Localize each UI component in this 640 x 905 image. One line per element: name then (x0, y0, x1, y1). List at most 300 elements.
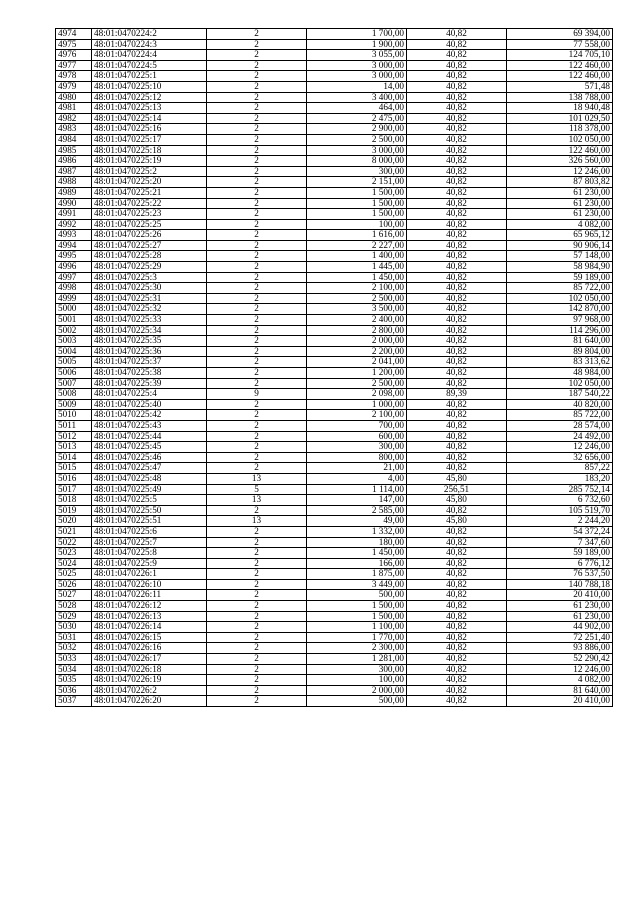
category-cell: 2 (207, 209, 307, 220)
rate-cell: 40,82 (407, 696, 507, 707)
cadastral-value-cell: 28 574,00 (507, 420, 613, 431)
cadastral-value-cell: 114 296,00 (507, 325, 613, 336)
rate-cell: 40,82 (407, 654, 507, 665)
table-row (56, 420, 613, 431)
area-cell: 1 500,00 (307, 198, 407, 209)
cadastral-number-cell: 48:01:0470225:19 (92, 156, 207, 167)
rate-cell: 40,82 (407, 601, 507, 612)
area-cell: 1 200,00 (307, 368, 407, 379)
rate-cell: 40,82 (407, 346, 507, 357)
table-body (56, 29, 613, 707)
cadastral-value-cell: 93 886,00 (507, 643, 613, 654)
cadastral-value-cell: 140 788,18 (507, 579, 613, 590)
category-cell: 13 (207, 495, 307, 506)
cadastral-number-cell: 48:01:0470226:15 (92, 632, 207, 643)
area-cell: 2 800,00 (307, 325, 407, 336)
category-cell: 2 (207, 346, 307, 357)
category-cell: 2 (207, 336, 307, 347)
table-row (56, 262, 613, 273)
area-cell: 1 000,00 (307, 399, 407, 410)
row-number-cell: 4976 (56, 50, 92, 61)
rate-cell: 89,39 (407, 389, 507, 400)
cadastral-value-cell: 7 347,60 (507, 537, 613, 548)
row-number-cell: 5031 (56, 632, 92, 643)
cadastral-value-cell: 32 656,00 (507, 452, 613, 463)
cadastral-value-cell: 326 560,00 (507, 156, 613, 167)
cadastral-number-cell: 48:01:0470225:28 (92, 251, 207, 262)
area-cell: 8 000,00 (307, 156, 407, 167)
category-cell: 2 (207, 71, 307, 82)
category-cell: 2 (207, 50, 307, 61)
row-number-cell: 5018 (56, 495, 92, 506)
cadastral-value-cell: 187 540,22 (507, 389, 613, 400)
table-row (56, 654, 613, 665)
area-cell: 2 400,00 (307, 315, 407, 326)
category-cell: 2 (207, 537, 307, 548)
row-number-cell: 4985 (56, 145, 92, 156)
cadastral-number-cell: 48:01:0470224:5 (92, 60, 207, 71)
area-cell: 1 500,00 (307, 601, 407, 612)
row-number-cell: 5023 (56, 548, 92, 559)
row-number-cell: 4977 (56, 60, 92, 71)
table-row (56, 389, 613, 400)
area-cell: 800,00 (307, 452, 407, 463)
rate-cell: 40,82 (407, 293, 507, 304)
area-cell: 1 616,00 (307, 230, 407, 241)
category-cell: 2 (207, 262, 307, 273)
cadastral-value-cell: 2 244,20 (507, 516, 613, 527)
cadastral-value-cell: 571,48 (507, 81, 613, 92)
rate-cell: 40,82 (407, 336, 507, 347)
category-cell: 2 (207, 219, 307, 230)
category-cell: 2 (207, 431, 307, 442)
rate-cell: 40,82 (407, 526, 507, 537)
table-row (56, 410, 613, 421)
table-row (56, 643, 613, 654)
cadastral-value-cell: 122 460,00 (507, 60, 613, 71)
cadastral-number-cell: 48:01:0470225:32 (92, 304, 207, 315)
cadastral-value-cell: 12 246,00 (507, 166, 613, 177)
cadastral-number-cell: 48:01:0470225:8 (92, 548, 207, 559)
area-cell: 1 100,00 (307, 622, 407, 633)
category-cell: 13 (207, 473, 307, 484)
cadastral-value-cell: 124 705,10 (507, 50, 613, 61)
cadastral-number-cell: 48:01:0470225:2 (92, 166, 207, 177)
rate-cell: 40,82 (407, 442, 507, 453)
table-row (56, 71, 613, 82)
rate-cell: 40,82 (407, 219, 507, 230)
area-cell: 600,00 (307, 431, 407, 442)
category-cell: 2 (207, 590, 307, 601)
row-number-cell: 5002 (56, 325, 92, 336)
row-number-cell: 5015 (56, 463, 92, 474)
rate-cell: 40,82 (407, 505, 507, 516)
category-cell: 2 (207, 611, 307, 622)
area-cell: 100,00 (307, 675, 407, 686)
area-cell: 2 227,00 (307, 240, 407, 251)
cadastral-number-cell: 48:01:0470225:16 (92, 124, 207, 135)
area-cell: 21,00 (307, 463, 407, 474)
row-number-cell: 4979 (56, 81, 92, 92)
cadastral-value-cell: 85 722,00 (507, 283, 613, 294)
cadastral-number-cell: 48:01:0470225:18 (92, 145, 207, 156)
cadastral-value-cell: 24 492,00 (507, 431, 613, 442)
category-cell: 2 (207, 399, 307, 410)
cadastral-number-cell: 48:01:0470225:9 (92, 558, 207, 569)
row-number-cell: 4992 (56, 219, 92, 230)
cadastral-value-cell: 105 519,70 (507, 505, 613, 516)
area-cell: 1 500,00 (307, 209, 407, 220)
row-number-cell: 4995 (56, 251, 92, 262)
rate-cell: 45,80 (407, 495, 507, 506)
cadastral-value-cell: 54 372,24 (507, 526, 613, 537)
category-cell: 2 (207, 113, 307, 124)
cadastral-value-cell: 48 984,00 (507, 368, 613, 379)
category-cell: 2 (207, 442, 307, 453)
rate-cell: 40,82 (407, 156, 507, 167)
row-number-cell: 4990 (56, 198, 92, 209)
row-number-cell: 5025 (56, 569, 92, 580)
cadastral-number-cell: 48:01:0470225:50 (92, 505, 207, 516)
table-row (56, 505, 613, 516)
cadastral-number-cell: 48:01:0470226:14 (92, 622, 207, 633)
area-cell: 300,00 (307, 664, 407, 675)
cadastral-number-cell: 48:01:0470225:40 (92, 399, 207, 410)
table-row (56, 378, 613, 389)
row-number-cell: 5037 (56, 696, 92, 707)
rate-cell: 40,82 (407, 283, 507, 294)
cadastral-number-cell: 48:01:0470225:10 (92, 81, 207, 92)
cadastral-value-cell: 61 230,00 (507, 198, 613, 209)
cadastral-number-cell: 48:01:0470226:13 (92, 611, 207, 622)
category-cell: 2 (207, 251, 307, 262)
area-cell: 1 450,00 (307, 272, 407, 283)
area-cell: 1 500,00 (307, 187, 407, 198)
row-number-cell: 5001 (56, 315, 92, 326)
rate-cell: 40,82 (407, 643, 507, 654)
cadastral-value-cell: 61 230,00 (507, 601, 613, 612)
category-cell: 2 (207, 145, 307, 156)
row-number-cell: 5026 (56, 579, 92, 590)
category-cell: 2 (207, 29, 307, 40)
document-page (55, 28, 612, 707)
area-cell: 2 500,00 (307, 378, 407, 389)
category-cell: 9 (207, 389, 307, 400)
table-row (56, 399, 613, 410)
row-number-cell: 4999 (56, 293, 92, 304)
category-cell: 2 (207, 569, 307, 580)
row-number-cell: 4994 (56, 240, 92, 251)
table-row (56, 526, 613, 537)
table-row (56, 579, 613, 590)
area-cell: 3 449,00 (307, 579, 407, 590)
area-cell: 3 500,00 (307, 304, 407, 315)
row-number-cell: 5013 (56, 442, 92, 453)
cadastral-value-cell: 76 537,50 (507, 569, 613, 580)
row-number-cell: 4980 (56, 92, 92, 103)
rate-cell: 40,82 (407, 569, 507, 580)
cadastral-number-cell: 48:01:0470225:39 (92, 378, 207, 389)
cadastral-value-cell: 61 230,00 (507, 209, 613, 220)
cadastral-number-cell: 48:01:0470224:3 (92, 39, 207, 50)
row-number-cell: 4983 (56, 124, 92, 135)
cadastral-value-cell: 87 803,82 (507, 177, 613, 188)
cadastral-number-cell: 48:01:0470225:5 (92, 495, 207, 506)
cadastral-value-cell: 59 189,00 (507, 548, 613, 559)
row-number-cell: 5028 (56, 601, 92, 612)
category-cell: 2 (207, 643, 307, 654)
category-cell: 2 (207, 187, 307, 198)
area-cell: 1 114,00 (307, 484, 407, 495)
table-row (56, 516, 613, 527)
cadastral-number-cell: 48:01:0470226:10 (92, 579, 207, 590)
cadastral-number-cell: 48:01:0470226:2 (92, 685, 207, 696)
table-row (56, 346, 613, 357)
row-number-cell: 5003 (56, 336, 92, 347)
table-row (56, 230, 613, 241)
cadastral-number-cell: 48:01:0470226:1 (92, 569, 207, 580)
row-number-cell: 5016 (56, 473, 92, 484)
area-cell: 2 300,00 (307, 643, 407, 654)
rate-cell: 45,80 (407, 516, 507, 527)
row-number-cell: 5029 (56, 611, 92, 622)
cadastral-value-cell: 12 246,00 (507, 442, 613, 453)
category-cell: 2 (207, 632, 307, 643)
area-cell: 1 900,00 (307, 39, 407, 50)
rate-cell: 40,82 (407, 558, 507, 569)
table-row (56, 431, 613, 442)
row-number-cell: 4982 (56, 113, 92, 124)
cadastral-value-cell: 285 752,14 (507, 484, 613, 495)
category-cell: 2 (207, 526, 307, 537)
cadastral-number-cell: 48:01:0470225:20 (92, 177, 207, 188)
area-cell: 2 100,00 (307, 283, 407, 294)
cadastral-number-cell: 48:01:0470225:48 (92, 473, 207, 484)
cadastral-number-cell: 48:01:0470225:49 (92, 484, 207, 495)
table-row (56, 293, 613, 304)
category-cell: 2 (207, 505, 307, 516)
category-cell: 2 (207, 124, 307, 135)
category-cell: 2 (207, 654, 307, 665)
rate-cell: 40,82 (407, 92, 507, 103)
cadastral-value-cell: 18 940,48 (507, 103, 613, 114)
table-row (56, 187, 613, 198)
category-cell: 2 (207, 357, 307, 368)
row-number-cell: 4975 (56, 39, 92, 50)
cadastral-value-cell: 52 290,42 (507, 654, 613, 665)
row-number-cell: 5033 (56, 654, 92, 665)
row-number-cell: 5035 (56, 675, 92, 686)
cadastral-number-cell: 48:01:0470225:23 (92, 209, 207, 220)
cadastral-number-cell: 48:01:0470225:26 (92, 230, 207, 241)
category-cell: 2 (207, 39, 307, 50)
rate-cell: 40,82 (407, 240, 507, 251)
area-cell: 2 500,00 (307, 293, 407, 304)
cadastral-value-cell: 118 378,00 (507, 124, 613, 135)
table-row (56, 60, 613, 71)
area-cell: 2 151,00 (307, 177, 407, 188)
cadastral-value-cell: 77 558,00 (507, 39, 613, 50)
rate-cell: 40,82 (407, 399, 507, 410)
category-cell: 2 (207, 230, 307, 241)
rate-cell: 40,82 (407, 622, 507, 633)
cadastral-value-cell: 83 313,62 (507, 357, 613, 368)
rate-cell: 40,82 (407, 187, 507, 198)
cadastral-value-cell: 81 640,00 (507, 336, 613, 347)
table-row (56, 558, 613, 569)
table-row (56, 664, 613, 675)
row-number-cell: 5034 (56, 664, 92, 675)
area-cell: 464,00 (307, 103, 407, 114)
area-cell: 1 445,00 (307, 262, 407, 273)
table-row (56, 622, 613, 633)
area-cell: 100,00 (307, 219, 407, 230)
table-row (56, 685, 613, 696)
cadastral-value-cell: 90 906,14 (507, 240, 613, 251)
area-cell: 2 098,00 (307, 389, 407, 400)
cadastral-value-cell: 40 820,00 (507, 399, 613, 410)
area-cell: 2 900,00 (307, 124, 407, 135)
row-number-cell: 5000 (56, 304, 92, 315)
table-row (56, 219, 613, 230)
cadastral-value-cell: 61 230,00 (507, 187, 613, 198)
category-cell: 2 (207, 685, 307, 696)
row-number-cell: 4974 (56, 29, 92, 40)
table-row (56, 495, 613, 506)
row-number-cell: 5009 (56, 399, 92, 410)
category-cell: 2 (207, 601, 307, 612)
table-row (56, 209, 613, 220)
row-number-cell: 4986 (56, 156, 92, 167)
cadastral-value-cell: 97 968,00 (507, 315, 613, 326)
row-number-cell: 4978 (56, 71, 92, 82)
row-number-cell: 4996 (56, 262, 92, 273)
cadastral-value-cell: 142 870,00 (507, 304, 613, 315)
rate-cell: 40,82 (407, 357, 507, 368)
table-row (56, 145, 613, 156)
cadastral-value-cell: 89 804,00 (507, 346, 613, 357)
cadastral-number-cell: 48:01:0470225:34 (92, 325, 207, 336)
area-cell: 500,00 (307, 696, 407, 707)
row-number-cell: 5017 (56, 484, 92, 495)
cadastral-number-cell: 48:01:0470225:17 (92, 134, 207, 145)
category-cell: 2 (207, 198, 307, 209)
row-number-cell: 5012 (56, 431, 92, 442)
cadastral-number-cell: 48:01:0470225:47 (92, 463, 207, 474)
area-cell: 14,00 (307, 81, 407, 92)
table-row (56, 336, 613, 347)
category-cell: 2 (207, 92, 307, 103)
rate-cell: 40,82 (407, 452, 507, 463)
cadastral-value-cell: 101 029,50 (507, 113, 613, 124)
rate-cell: 40,82 (407, 675, 507, 686)
category-cell: 2 (207, 166, 307, 177)
area-cell: 3 055,00 (307, 50, 407, 61)
row-number-cell: 5008 (56, 389, 92, 400)
cadastral-number-cell: 48:01:0470225:38 (92, 368, 207, 379)
table-row (56, 166, 613, 177)
rate-cell: 40,82 (407, 420, 507, 431)
cadastral-number-cell: 48:01:0470225:45 (92, 442, 207, 453)
category-cell: 2 (207, 60, 307, 71)
table-row (56, 103, 613, 114)
table-row (56, 251, 613, 262)
cadastral-number-cell: 48:01:0470226:11 (92, 590, 207, 601)
cadastral-number-cell: 48:01:0470225:25 (92, 219, 207, 230)
area-cell: 700,00 (307, 420, 407, 431)
table-row (56, 240, 613, 251)
cadastral-value-cell: 20 410,00 (507, 590, 613, 601)
rate-cell: 45,80 (407, 473, 507, 484)
table-row (56, 177, 613, 188)
category-cell: 2 (207, 452, 307, 463)
rate-cell: 40,82 (407, 664, 507, 675)
table-row (56, 696, 613, 707)
rate-cell: 40,82 (407, 29, 507, 40)
rate-cell: 40,82 (407, 71, 507, 82)
cadastral-number-cell: 48:01:0470224:4 (92, 50, 207, 61)
category-cell: 2 (207, 240, 307, 251)
table-row (56, 368, 613, 379)
area-cell: 1 500,00 (307, 611, 407, 622)
cadastral-value-cell: 102 050,00 (507, 378, 613, 389)
cadastral-number-cell: 48:01:0470225:29 (92, 262, 207, 273)
table-row (56, 632, 613, 643)
cadastral-number-cell: 48:01:0470225:3 (92, 272, 207, 283)
rate-cell: 40,82 (407, 103, 507, 114)
table-row (56, 357, 613, 368)
category-cell: 13 (207, 516, 307, 527)
row-number-cell: 4998 (56, 283, 92, 294)
area-cell: 147,00 (307, 495, 407, 506)
rate-cell: 40,82 (407, 262, 507, 273)
cadastral-number-cell: 48:01:0470225:36 (92, 346, 207, 357)
table-row (56, 134, 613, 145)
table-row (56, 198, 613, 209)
row-number-cell: 5022 (56, 537, 92, 548)
rate-cell: 40,82 (407, 590, 507, 601)
cadastral-number-cell: 48:01:0470225:27 (92, 240, 207, 251)
rate-cell: 40,82 (407, 230, 507, 241)
cadastral-number-cell: 48:01:0470226:12 (92, 601, 207, 612)
rate-cell: 40,82 (407, 166, 507, 177)
rate-cell: 40,82 (407, 632, 507, 643)
rate-cell: 40,82 (407, 177, 507, 188)
table-row (56, 590, 613, 601)
cadastral-value-table (55, 28, 613, 707)
rate-cell: 40,82 (407, 325, 507, 336)
row-number-cell: 5019 (56, 505, 92, 516)
table-row (56, 113, 613, 124)
area-cell: 49,00 (307, 516, 407, 527)
category-cell: 2 (207, 558, 307, 569)
rate-cell: 40,82 (407, 579, 507, 590)
category-cell: 5 (207, 484, 307, 495)
area-cell: 1 700,00 (307, 29, 407, 40)
row-number-cell: 4981 (56, 103, 92, 114)
category-cell: 2 (207, 664, 307, 675)
rate-cell: 40,82 (407, 145, 507, 156)
rate-cell: 40,82 (407, 685, 507, 696)
category-cell: 2 (207, 315, 307, 326)
row-number-cell: 4988 (56, 177, 92, 188)
area-cell: 300,00 (307, 166, 407, 177)
category-cell: 2 (207, 368, 307, 379)
rate-cell: 40,82 (407, 209, 507, 220)
row-number-cell: 5004 (56, 346, 92, 357)
category-cell: 2 (207, 622, 307, 633)
cadastral-value-cell: 65 965,12 (507, 230, 613, 241)
